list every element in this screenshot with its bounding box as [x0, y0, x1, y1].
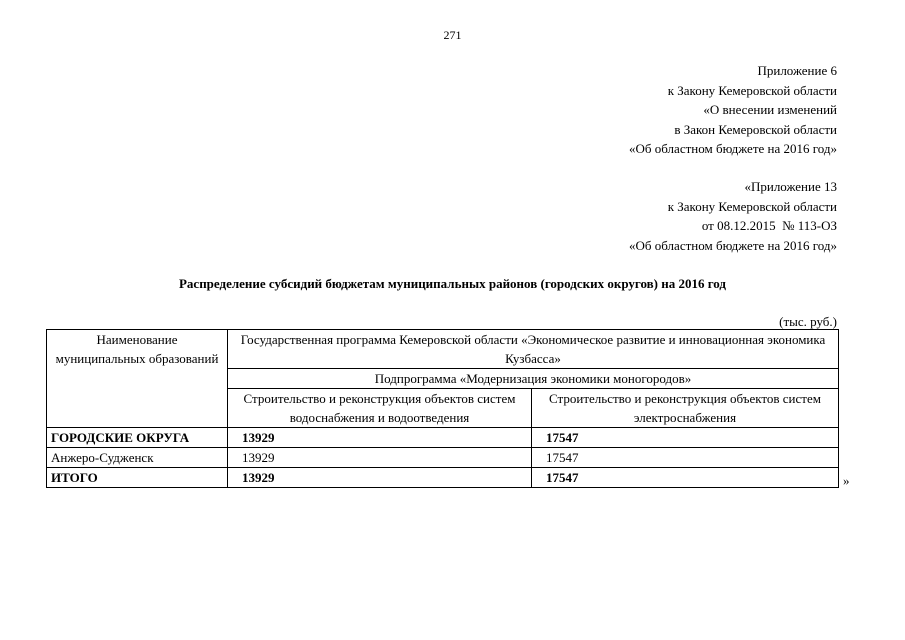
- original-appendix-header: [629, 177, 837, 255]
- row-value-power: 17547: [532, 428, 839, 448]
- closing-quote: »: [843, 473, 850, 488]
- document-title: Распределение субсидий бюджетам муниципальных районов (городских округов) на 2016 год: [178, 276, 727, 291]
- table-row-total: [47, 468, 839, 488]
- row-value-power: 17547: [532, 468, 839, 488]
- table-row: [47, 428, 839, 448]
- original-appendix-line: «Приложение 13: [744, 179, 837, 194]
- units-label: (тыс. руб.): [779, 314, 837, 329]
- appendix-header-line: в Закон Кемеровской области: [674, 121, 837, 137]
- subprogram-header: Подпрограмма «Модернизация экономики моногородов»: [228, 369, 839, 389]
- appendix-header-line: «Об областном бюджете на 2016 год»: [629, 141, 837, 156]
- row-value-water: 13929: [228, 448, 532, 468]
- row-value-power: 17547: [532, 448, 839, 468]
- appendix-header-line: «О внесении изменений: [703, 102, 837, 117]
- row-name: ГОРОДСКИЕ ОКРУГА: [47, 428, 228, 448]
- row-name: ИТОГО: [47, 468, 228, 488]
- original-appendix-line: от 08.12.2015 № 113-ОЗ: [701, 218, 837, 233]
- subsidy-table: [46, 329, 839, 488]
- program-header: Государственная программа Кемеровской области «Экономическое развитие и инновационная экономика Кузбасса»: [228, 330, 839, 369]
- page-number: 271: [443, 28, 462, 42]
- water-supply-column-header: Строительство и реконструкция объектов систем водоснабжения и водоотведения: [228, 389, 532, 428]
- municipality-column-header: Наименование муниципальных образований: [47, 330, 228, 428]
- power-supply-column-header: Строительство и реконструкция объектов систем электроснабжения: [532, 389, 839, 428]
- table-header-row: [47, 330, 839, 369]
- row-name: Анжеро-Судженск: [47, 448, 228, 468]
- appendix-header-line: Приложение 6: [757, 63, 837, 78]
- table-row: [47, 448, 839, 468]
- appendix-header-line: к Закону Кемеровской области: [667, 82, 837, 98]
- original-appendix-line: к Закону Кемеровской области: [667, 198, 837, 214]
- original-appendix-line: «Об областном бюджете на 2016 год»: [629, 237, 837, 253]
- appendix-header: [629, 61, 837, 159]
- row-value-water: 13929: [228, 468, 532, 488]
- row-value-water: 13929: [228, 428, 532, 448]
